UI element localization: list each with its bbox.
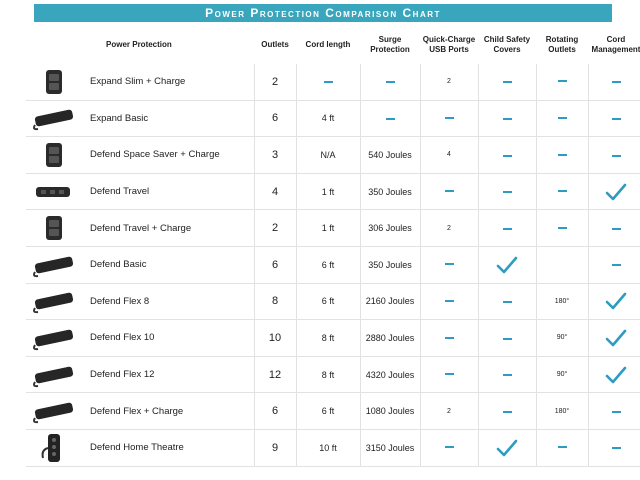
child-safety-check-icon xyxy=(496,438,518,458)
outlets-value: 12 xyxy=(268,368,282,381)
cord-management-dash-icon xyxy=(612,264,621,266)
power-strip-icon xyxy=(32,288,76,314)
rotating-outlets-dash-icon xyxy=(558,446,567,448)
surge-protection-value: 3150 Joules xyxy=(365,442,415,453)
usb-ports-dash-icon xyxy=(445,337,454,339)
cord-management-cell xyxy=(588,210,640,247)
child-safety-dash-icon xyxy=(503,81,512,83)
surge-protection-value: 2880 Joules xyxy=(365,332,415,343)
cord-length-value: 10 ft xyxy=(319,442,337,453)
rotating-outlets-dash-icon xyxy=(558,190,567,192)
cord-length-cell xyxy=(296,429,360,466)
header-rotating-outlets: Rotating Outlets xyxy=(545,35,579,54)
outlets-cell xyxy=(254,64,296,100)
rotating-outlets-cell xyxy=(536,246,588,283)
outlets-cell xyxy=(254,283,296,320)
usb-ports-dash-icon xyxy=(445,446,454,448)
rotating-outlets-value: 180° xyxy=(554,297,570,305)
surge-protection-value: 350 Joules xyxy=(368,259,412,270)
usb-ports-value: 2 xyxy=(447,78,451,86)
surge-protection-cell xyxy=(360,210,420,247)
cord-management-dash-icon xyxy=(612,118,621,120)
usb-ports-dash-icon xyxy=(445,117,454,119)
surge-protection-cell xyxy=(360,100,420,137)
cord-management-dash-icon xyxy=(612,411,621,413)
surge-protection-cell xyxy=(360,246,420,283)
power-strip-icon xyxy=(32,362,76,388)
cord-length-cell xyxy=(296,393,360,430)
surge-protection-cell xyxy=(360,393,420,430)
outlets-value: 8 xyxy=(271,295,279,308)
product-name: Defend Flex + Charge xyxy=(82,393,254,430)
surge-protection-value: 1080 Joules xyxy=(365,406,415,417)
cord-management-cell xyxy=(588,64,640,100)
usb-ports-value: 2 xyxy=(447,224,451,232)
table-row xyxy=(26,173,640,210)
outlets-cell xyxy=(254,100,296,137)
table-row xyxy=(26,210,640,247)
wall-tap-icon xyxy=(39,213,69,243)
surge-protection-cell xyxy=(360,283,420,320)
power-strip-icon xyxy=(32,398,76,424)
outlets-cell xyxy=(254,246,296,283)
surge-protection-cell xyxy=(360,137,420,174)
rotating-outlets-dash-icon xyxy=(558,80,567,82)
cord-management-check-icon xyxy=(605,182,627,202)
product-image-cell xyxy=(26,137,82,174)
child-safety-dash-icon xyxy=(503,155,512,157)
usb-ports-value: 2 xyxy=(447,407,451,415)
rotating-outlets-cell xyxy=(536,393,588,430)
surge-protection-value: 540 Joules xyxy=(368,149,412,160)
product-name: Defend Home Theatre xyxy=(82,429,254,466)
usb-ports-dash-icon xyxy=(445,373,454,375)
outlets-value: 3 xyxy=(271,148,279,161)
cord-length-value: 6 ft xyxy=(321,406,335,417)
cord-length-dash-icon xyxy=(324,81,333,83)
rotating-outlets-cell xyxy=(536,429,588,466)
outlets-value: 6 xyxy=(271,112,279,125)
surge-protection-cell xyxy=(360,320,420,357)
header-surge-protection: Surge Protection xyxy=(370,35,410,54)
product-name: Defend Travel xyxy=(82,173,254,210)
product-image-cell xyxy=(26,64,82,100)
usb-ports-cell xyxy=(420,210,478,247)
table-row xyxy=(26,429,640,466)
usb-ports-cell xyxy=(420,173,478,210)
child-safety-cell xyxy=(478,393,536,430)
table-row xyxy=(26,246,640,283)
rotating-outlets-cell xyxy=(536,210,588,247)
product-name: Defend Space Saver + Charge xyxy=(82,137,254,174)
product-image-cell xyxy=(26,429,82,466)
usb-ports-cell xyxy=(420,393,478,430)
cord-management-cell xyxy=(588,173,640,210)
usb-ports-dash-icon xyxy=(445,190,454,192)
outlets-value: 6 xyxy=(271,405,279,418)
outlets-value: 2 xyxy=(271,75,279,88)
rotating-outlets-dash-icon xyxy=(558,227,567,229)
child-safety-cell xyxy=(478,64,536,100)
table-row xyxy=(26,320,640,357)
child-safety-cell xyxy=(478,429,536,466)
outlets-cell xyxy=(254,137,296,174)
child-safety-cell xyxy=(478,210,536,247)
cord-management-dash-icon xyxy=(612,447,621,449)
outlets-value: 2 xyxy=(271,222,279,235)
outlets-value: 9 xyxy=(271,441,279,454)
product-name: Defend Flex 12 xyxy=(82,356,254,393)
usb-ports-dash-icon xyxy=(445,300,454,302)
usb-ports-dash-icon xyxy=(445,263,454,265)
surge-protection-value: 4320 Joules xyxy=(365,369,415,380)
surge-protection-cell xyxy=(360,356,420,393)
rotating-outlets-cell xyxy=(536,100,588,137)
surge-protection-cell xyxy=(360,64,420,100)
cord-management-check-icon xyxy=(605,365,627,385)
cord-length-cell xyxy=(296,100,360,137)
product-name: Defend Travel + Charge xyxy=(82,210,254,247)
usb-ports-cell xyxy=(420,429,478,466)
cord-management-cell xyxy=(588,283,640,320)
cord-length-cell xyxy=(296,283,360,320)
child-safety-dash-icon xyxy=(503,228,512,230)
product-name: Defend Flex 10 xyxy=(82,320,254,357)
cord-management-dash-icon xyxy=(612,81,621,83)
usb-ports-cell xyxy=(420,246,478,283)
table-row xyxy=(26,356,640,393)
usb-ports-cell xyxy=(420,100,478,137)
table-row xyxy=(26,137,640,174)
cord-length-value: 1 ft xyxy=(321,186,335,197)
outlets-value: 10 xyxy=(268,331,282,344)
usb-ports-value: 4 xyxy=(447,151,451,159)
cord-length-cell xyxy=(296,64,360,100)
cord-management-check-icon xyxy=(605,328,627,348)
child-safety-dash-icon xyxy=(503,411,512,413)
outlets-cell xyxy=(254,210,296,247)
header-row xyxy=(26,26,640,64)
cord-management-dash-icon xyxy=(612,155,621,157)
rotating-outlets-cell xyxy=(536,320,588,357)
child-safety-cell xyxy=(478,246,536,283)
product-image-cell xyxy=(26,320,82,357)
rotating-outlets-value: 180° xyxy=(554,407,570,415)
cord-management-cell xyxy=(588,100,640,137)
child-safety-cell xyxy=(478,100,536,137)
chart-title: Power Protection Comparison Chart xyxy=(34,4,612,22)
surge-protection-value: 306 Joules xyxy=(368,223,412,234)
header-cord-length: Cord length xyxy=(305,40,351,49)
header-image xyxy=(26,26,82,64)
usb-ports-cell xyxy=(420,64,478,100)
child-safety-check-icon xyxy=(496,255,518,275)
cord-length-value: 6 ft xyxy=(321,259,335,270)
usb-ports-cell xyxy=(420,320,478,357)
header-usb-ports: Quick-Charge USB Ports xyxy=(422,35,476,54)
child-safety-dash-icon xyxy=(503,374,512,376)
surge-protection-dash-icon xyxy=(386,118,395,120)
table-row xyxy=(26,100,640,137)
power-strip-icon xyxy=(32,105,76,131)
product-image-cell xyxy=(26,100,82,137)
surge-protection-value: 350 Joules xyxy=(368,186,412,197)
outlets-cell xyxy=(254,356,296,393)
cord-management-cell xyxy=(588,137,640,174)
surge-protection-value: 2160 Joules xyxy=(365,296,415,307)
cord-length-cell xyxy=(296,246,360,283)
product-name: Expand Basic xyxy=(82,100,254,137)
outlets-cell xyxy=(254,429,296,466)
child-safety-dash-icon xyxy=(503,118,512,120)
child-safety-cell xyxy=(478,320,536,357)
cord-management-cell xyxy=(588,320,640,357)
cord-length-value: 8 ft xyxy=(321,332,335,343)
child-safety-cell xyxy=(478,283,536,320)
surge-protection-cell xyxy=(360,173,420,210)
comparison-table xyxy=(26,26,640,467)
travel-strip-icon xyxy=(32,181,76,203)
cord-management-cell xyxy=(588,246,640,283)
outlets-cell xyxy=(254,320,296,357)
cord-management-check-icon xyxy=(605,291,627,311)
table-row xyxy=(26,64,640,100)
wall-tap-icon xyxy=(39,67,69,97)
table-row xyxy=(26,283,640,320)
product-image-cell xyxy=(26,246,82,283)
cord-management-cell xyxy=(588,393,640,430)
cord-length-cell xyxy=(296,173,360,210)
rotating-outlets-dash-icon xyxy=(558,117,567,119)
surge-protection-dash-icon xyxy=(386,81,395,83)
rotating-outlets-value: 90° xyxy=(556,371,568,379)
power-strip-icon xyxy=(32,252,76,278)
rotating-outlets-cell xyxy=(536,137,588,174)
rotating-outlets-cell xyxy=(536,283,588,320)
product-image-cell xyxy=(26,283,82,320)
product-image-cell xyxy=(26,356,82,393)
usb-ports-cell xyxy=(420,283,478,320)
cord-length-value: 6 ft xyxy=(321,296,335,307)
cord-length-value: 4 ft xyxy=(321,113,335,124)
cord-management-cell xyxy=(588,356,640,393)
cord-management-dash-icon xyxy=(612,228,621,230)
usb-ports-cell xyxy=(420,137,478,174)
rotating-outlets-value: 90° xyxy=(556,334,568,342)
cord-length-cell xyxy=(296,320,360,357)
header-child-safety: Child Safety Covers xyxy=(483,35,531,54)
product-image-cell xyxy=(26,173,82,210)
cord-length-cell xyxy=(296,137,360,174)
header-power-protection: Power Protection xyxy=(106,40,172,49)
child-safety-dash-icon xyxy=(503,338,512,340)
rotating-outlets-cell xyxy=(536,64,588,100)
product-name: Expand Slim + Charge xyxy=(82,64,254,100)
outlets-value: 4 xyxy=(271,185,279,198)
rotating-outlets-cell xyxy=(536,356,588,393)
product-name: Defend Flex 8 xyxy=(82,283,254,320)
power-strip-icon xyxy=(32,325,76,351)
child-safety-dash-icon xyxy=(503,191,512,193)
outlets-cell xyxy=(254,393,296,430)
product-image-cell xyxy=(26,210,82,247)
cord-length-value: 1 ft xyxy=(321,223,335,234)
outlets-value: 6 xyxy=(271,258,279,271)
wall-tap-icon xyxy=(39,140,69,170)
surge-protection-cell xyxy=(360,429,420,466)
cord-length-value: 8 ft xyxy=(321,369,335,380)
cord-length-cell xyxy=(296,210,360,247)
product-image-cell xyxy=(26,393,82,430)
rotating-outlets-cell xyxy=(536,173,588,210)
product-name: Defend Basic xyxy=(82,246,254,283)
cord-length-value: N/A xyxy=(320,149,336,160)
tower-strip-icon xyxy=(39,432,69,464)
table-row xyxy=(26,393,640,430)
child-safety-cell xyxy=(478,173,536,210)
usb-ports-cell xyxy=(420,356,478,393)
cord-length-cell xyxy=(296,356,360,393)
outlets-cell xyxy=(254,173,296,210)
header-outlets: Outlets xyxy=(261,40,289,49)
child-safety-cell xyxy=(478,137,536,174)
child-safety-dash-icon xyxy=(503,301,512,303)
header-cord-management: Cord Management xyxy=(591,35,640,54)
child-safety-cell xyxy=(478,356,536,393)
rotating-outlets-dash-icon xyxy=(558,154,567,156)
cord-management-cell xyxy=(588,429,640,466)
